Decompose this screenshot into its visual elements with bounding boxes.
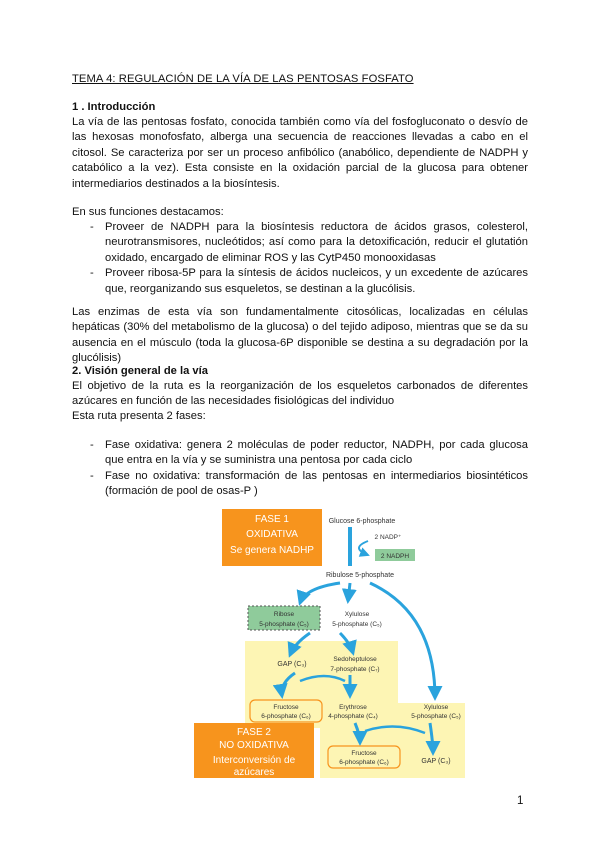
fructose-b-label-2: 6-phosphate (C₆) <box>339 759 389 766</box>
intro-paragraph-3: Las enzimas de esta vía son fundamentalmente citosólicas, localizadas en células hepáticas (30% del metabolismo de la glucosa) o del tejido adiposo, mientras que se da su ausencia en el músculo (toda la glucosa-6P disponible se destina a su degradación por la glucólisis) <box>72 306 528 365</box>
nadph-label: 2 NADPH <box>380 553 410 560</box>
intro-paragraph-2: En sus funciones destacamos: <box>72 206 224 218</box>
arrow-to-xylulose-a <box>348 583 350 601</box>
section-heading-overview: 2. Visión general de la vía <box>72 365 208 377</box>
xylulose-b-label-2: 5-phosphate (C₅) <box>411 713 461 720</box>
list-item: - Fase no oxidativa: transformación de las pentosas en intermediarios biosintéticos (formación de pool de osas-P ) <box>72 469 528 500</box>
fructose-a-label-1: Fructose <box>273 704 299 711</box>
intro-paragraph-1: La vía de las pentosas fosfato, conocida también como vía del fosfogluconato o desvío de las hexosas monofosfato, alberga una secuencia de reacciones llevadas a cabo en el citosol. Se caracteriza por ser un proceso anfibólico (anabólico, dependiente de NADPH y catabólico a la vez). Esta consiste en la oxidación parcial de la glucosa para obtener intermediarios destinados a la biosíntesis. <box>72 116 528 190</box>
page-number: 1 <box>517 795 524 807</box>
glucose-6-phosphate-label: Glucose 6-phosphate <box>328 518 396 525</box>
pentose-phosphate-pathway-diagram <box>190 503 470 783</box>
nadp-label: 2 NADP⁺ <box>374 534 402 541</box>
phase1-note: Se genera NADHP <box>230 545 314 556</box>
sedoheptulose-label-2: 7-phosphate (C₇) <box>330 666 380 673</box>
sedoheptulose-label-1: Sedoheptulose <box>333 656 377 663</box>
overview-paragraph-1: El objetivo de la ruta es la reorganización de los esqueletos carbonados de diferentes azúcares en función de las necesidades fisiológicas del individuo <box>72 380 528 408</box>
erythrose-label-2: 4-phosphate (C₄) <box>328 713 378 720</box>
section-heading-intro: 1 . Introducción <box>72 101 156 113</box>
nadp-arrow <box>359 541 368 555</box>
xylulose-a-label-1: Xylulose <box>344 611 370 618</box>
fructose-a-label-2: 6-phosphate (C₆) <box>261 713 311 720</box>
phase1-subtitle: OXIDATIVA <box>246 529 298 540</box>
xylulose-a-label-2: 5-phosphate (C₅) <box>332 621 382 628</box>
ribulose-5-phosphate-label: Ribulose 5-phosphate <box>325 572 395 579</box>
phase2-subtitle: NO OXIDATIVA <box>219 740 289 751</box>
gap-b-label: GAP (C₃) <box>421 758 451 765</box>
list-item: - Fase oxidativa: genera 2 moléculas de poder reductor, NADPH, por cada glucosa que entra en la vía y se suministra una pentosa por cada ciclo <box>72 438 528 469</box>
phase2-title: FASE 2 <box>237 727 271 738</box>
phase1-title: FASE 1 <box>255 514 289 525</box>
phases-list <box>72 438 528 500</box>
gap-a-label: GAP (C₃) <box>277 661 307 668</box>
overview-paragraph-2: Esta ruta presenta 2 fases: <box>72 410 206 422</box>
xylulose-b-label-1: Xylulose <box>423 704 449 711</box>
erythrose-label-1: Erythrose <box>339 704 367 711</box>
phase2-note-2: azúcares <box>233 767 275 778</box>
page-title: TEMA 4: REGULACIÓN DE LA VÍA DE LAS PENTOSAS FOSFATO <box>72 73 414 85</box>
fructose-b-label-1: Fructose <box>351 750 377 757</box>
list-item: - Proveer de NADPH para la biosíntesis reductora de ácidos grasos, colesterol, neurotransmisores, nucleótidos; así como para la detoxificación, reducir el glutatión oxidado, encargado de eliminar ROS y las CytP450 monooxidasas <box>72 220 528 266</box>
phase2-note-1: Interconversión de <box>212 755 296 766</box>
functions-list <box>72 220 528 297</box>
ribose-label-2: 5-phosphate (C₅) <box>259 621 309 628</box>
arrow-to-ribose <box>300 583 340 603</box>
ribose-label-1: Ribose <box>273 611 295 618</box>
list-item: - Proveer ribosa-5P para la síntesis de ácidos nucleicos, y un excedente de azúcares que, reorganizando sus esqueletos, se destinan a la glucólisis. <box>72 266 528 297</box>
